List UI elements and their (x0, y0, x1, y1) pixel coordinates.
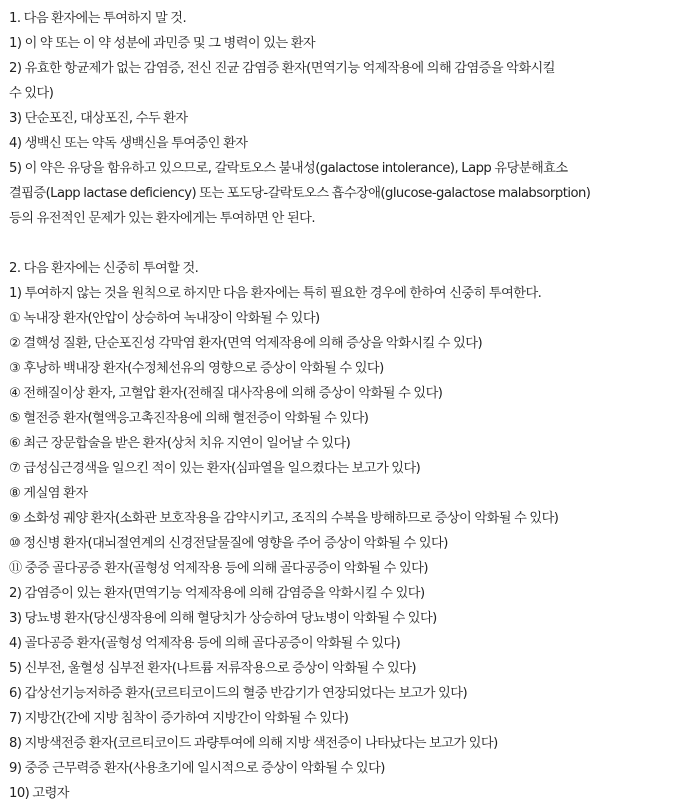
section-1-item: 1) 이 약 또는 이 약 성분에 과민증 및 그 병력이 있는 환자 (9, 36, 316, 51)
section-2-subitem: ⑤ 혈전증 환자(혈액응고촉진작용에 의해 혈전증이 악화될 수 있다) (9, 411, 369, 426)
section-2-item: 6) 갑상선기능저하증 환자(코르티코이드의 혈중 반감기가 연장되었다는 보고가 있다) (9, 686, 468, 701)
section-1-item: 3) 단순포진, 대상포진, 수두 환자 (9, 111, 188, 126)
section-2-heading: 2. 다음 환자에는 신중히 투여할 것. (9, 261, 199, 276)
section-2-subitem: ⑪ 중증 골다공증 환자(골형성 억제작용 등에 의해 골다공증이 악화될 수 있다) (9, 561, 428, 576)
section-1-item-continuation: 등의 유전적인 문제가 있는 환자에게는 투여하면 안 된다. (9, 211, 315, 226)
section-2-item: 7) 지방간(간에 지방 침착이 증가하여 지방간이 악화될 수 있다) (9, 711, 349, 726)
section-2-subitem: ⑨ 소화성 궤양 환자(소화관 보호작용을 감약시키고, 조직의 수복을 방해하므로 증상이 악화될 수 있다) (9, 511, 559, 526)
section-1-item: 2) 유효한 항균제가 없는 감염증, 전신 진균 감염증 환자(면역기능 억제작용에 의해 감염증을 악화시킬 (9, 61, 555, 76)
section-2-subitem: ④ 전해질이상 환자, 고혈압 환자(전해질 대사작용에 의해 증상이 악화될 수 있다) (9, 386, 443, 401)
section-2-subitem: ② 결핵성 질환, 단순포진성 각막염 환자(면역 억제작용에 의해 증상을 악화시킬 수 있다) (9, 336, 483, 351)
section-spacer (9, 231, 679, 256)
section-2-item: 9) 중증 근무력증 환자(사용초기에 일시적으로 증상이 악화될 수 있다) (9, 761, 385, 776)
section-2-item: 3) 당뇨병 환자(당신생작용에 의해 혈당치가 상승하여 당뇨병이 악화될 수 있다) (9, 611, 437, 626)
section-2-item: 8) 지방색전증 환자(코르티코이드 과량투여에 의해 지방 색전증이 나타났다는 보고가 있다) (9, 736, 498, 751)
section-1-heading: 1. 다음 환자에는 투여하지 말 것. (9, 11, 187, 26)
section-1-item: 4) 생백신 또는 약독 생백신을 투여중인 환자 (9, 136, 248, 151)
section-2-item: 5) 신부전, 울혈성 심부전 환자(나트륨 저류작용으로 증상이 악화될 수 있다) (9, 661, 417, 676)
section-1-item-continuation: 수 있다) (9, 86, 54, 101)
section-2-item: 10) 고령자 (9, 786, 69, 801)
section-2-subitem: ⑧ 게실염 환자 (9, 486, 88, 501)
section-2-item: 1) 투여하지 않는 것을 원칙으로 하지만 다음 환자에는 특히 필요한 경우에 한하여 신중히 투여한다. (9, 286, 542, 301)
section-2-subitem: ⑦ 급성심근경색을 일으킨 적이 있는 환자(심파열을 일으켰다는 보고가 있다) (9, 461, 421, 476)
section-2-subitem: ⑥ 최근 장문합술을 받은 환자(상처 치유 지연이 일어날 수 있다) (9, 436, 351, 451)
section-1-item: 5) 이 약은 유당을 함유하고 있으므로, 갈락토오스 불내성(galactose intolerance), Lapp 유당분해효소 (9, 161, 568, 176)
section-2-item: 4) 골다공증 환자(골형성 억제작용 등에 의해 골다공증이 악화될 수 있다) (9, 636, 401, 651)
section-2-subitem: ⑩ 정신병 환자(대뇌절연계의 신경전달물질에 영향을 주어 증상이 악화될 수 있다) (9, 536, 448, 551)
section-2-subitem: ③ 후낭하 백내장 환자(수정체선유의 영향으로 증상이 악화될 수 있다) (9, 361, 384, 376)
section-1-item-continuation: 결핍증(Lapp lactase deficiency) 또는 포도당-갈락토오스 흡수장애(glucose-galactose malabsorption) (9, 186, 591, 201)
section-2-subitem: ① 녹내장 환자(안압이 상승하여 녹내장이 악화될 수 있다) (9, 311, 320, 326)
section-2-item: 2) 감염증이 있는 환자(면역기능 억제작용에 의해 감염증을 악화시킬 수 있다) (9, 586, 425, 601)
